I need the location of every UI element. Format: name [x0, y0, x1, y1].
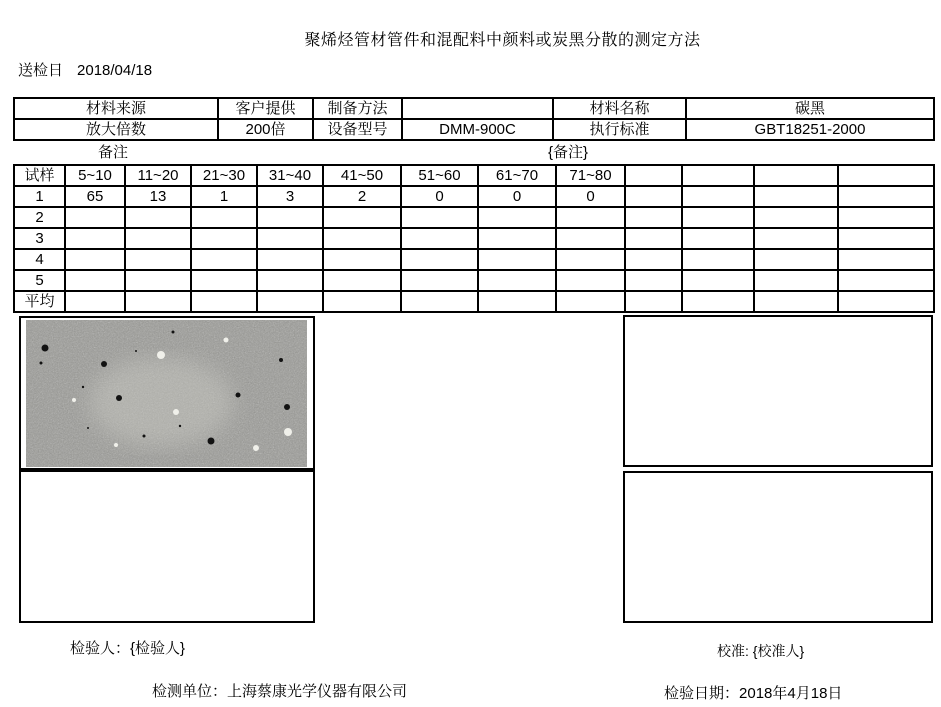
- info-cell-standard-label: 执行标准: [553, 119, 686, 140]
- cell: [478, 291, 556, 312]
- header-cell: 21~30: [191, 165, 257, 186]
- data-header-row: [14, 165, 934, 186]
- cell: [65, 249, 125, 270]
- cell: 0: [478, 186, 556, 207]
- cell: 65: [65, 186, 125, 207]
- cell: [754, 186, 838, 207]
- cell: [682, 291, 754, 312]
- info-cell-standard-value: GBT18251-2000: [686, 119, 934, 140]
- calibrator-signature: [717, 641, 804, 661]
- cell: 13: [125, 186, 191, 207]
- header-cell: 41~50: [323, 165, 401, 186]
- cell: [65, 270, 125, 291]
- header-cell: [682, 165, 754, 186]
- testing-unit-line: [152, 680, 407, 701]
- cell: [682, 270, 754, 291]
- table-row-average: [14, 291, 934, 312]
- cell: [754, 291, 838, 312]
- cell: [682, 207, 754, 228]
- cell: [754, 249, 838, 270]
- cell: [323, 291, 401, 312]
- cell: [556, 291, 625, 312]
- cell: 3: [14, 228, 65, 249]
- inspector-value: {检验人}: [130, 640, 186, 657]
- table-row: [14, 270, 934, 291]
- header-cell: 61~70: [478, 165, 556, 186]
- info-cell-magnification-value: 200倍: [218, 119, 313, 140]
- cell: [323, 249, 401, 270]
- cell: [191, 228, 257, 249]
- cell: [65, 291, 125, 312]
- info-row: [14, 119, 934, 140]
- cell: [401, 270, 478, 291]
- cell: [257, 291, 323, 312]
- header-cell: 试样: [14, 165, 65, 186]
- cell: [754, 228, 838, 249]
- cell: [191, 249, 257, 270]
- info-cell-prep-method-value: [402, 98, 553, 119]
- table-row: [14, 186, 934, 207]
- info-cell-material-name-value: 碳黑: [686, 98, 934, 119]
- cell: [191, 207, 257, 228]
- cell: [401, 291, 478, 312]
- cell: 5: [14, 270, 65, 291]
- remark-label: 备注: [98, 144, 129, 161]
- cell: [401, 228, 478, 249]
- cell: [682, 228, 754, 249]
- cell: 0: [556, 186, 625, 207]
- cell: [191, 291, 257, 312]
- cell: 4: [14, 249, 65, 270]
- info-cell-prep-method-label: 制备方法: [313, 98, 402, 119]
- cell: [125, 249, 191, 270]
- remark-value: {备注}: [548, 144, 589, 161]
- cell: [191, 270, 257, 291]
- header-cell: 11~20: [125, 165, 191, 186]
- cell: [257, 228, 323, 249]
- submission-date-line: [18, 59, 152, 80]
- table-row: [14, 249, 934, 270]
- remark-row: [13, 144, 933, 162]
- cell: [125, 270, 191, 291]
- cell: [838, 186, 934, 207]
- info-cell-material-name-label: 材料名称: [553, 98, 686, 119]
- cell: 平均: [14, 291, 65, 312]
- cell: [125, 291, 191, 312]
- info-table: [13, 97, 935, 141]
- page-title: 聚烯烃管材管件和混配料中颜料或炭黑分散的测定方法: [304, 32, 701, 49]
- inspection-date-label: 检验日期：: [664, 685, 740, 702]
- inspection-date-line: [664, 682, 842, 703]
- header-cell: 51~60: [401, 165, 478, 186]
- testing-unit-label: 检测单位：: [152, 683, 228, 700]
- header-cell: [625, 165, 682, 186]
- cell: [754, 207, 838, 228]
- inspector-signature: [70, 637, 185, 658]
- cell: [478, 228, 556, 249]
- cell: [257, 249, 323, 270]
- info-cell-magnification-label: 放大倍数: [14, 119, 218, 140]
- cell: [65, 207, 125, 228]
- micrograph-image: [26, 320, 307, 467]
- cell: [556, 207, 625, 228]
- inspector-label: 检验人：: [70, 640, 131, 657]
- header-cell: 71~80: [556, 165, 625, 186]
- header-cell: 5~10: [65, 165, 125, 186]
- cell: 2: [323, 186, 401, 207]
- cell: [478, 270, 556, 291]
- cell: [323, 207, 401, 228]
- cell: 3: [257, 186, 323, 207]
- submission-date-value: 2018/04/18: [77, 62, 153, 79]
- cell: [682, 249, 754, 270]
- cell: [682, 186, 754, 207]
- header-cell: 31~40: [257, 165, 323, 186]
- inspection-date-value: 2018年4月18日: [739, 685, 843, 702]
- testing-unit-value: 上海蔡康光学仪器有限公司: [227, 683, 408, 700]
- header-cell: [754, 165, 838, 186]
- cell: [323, 228, 401, 249]
- cell: [556, 228, 625, 249]
- cell: [625, 270, 682, 291]
- empty-box-left-bottom: [19, 470, 315, 623]
- cell: [556, 270, 625, 291]
- cell: 0: [401, 186, 478, 207]
- cell: [838, 249, 934, 270]
- cell: [838, 207, 934, 228]
- cell: [478, 207, 556, 228]
- info-cell-device-model-label: 设备型号: [313, 119, 402, 140]
- info-cell-device-model-value: DMM-900C: [402, 119, 553, 140]
- cell: 2: [14, 207, 65, 228]
- empty-box-right-top: [623, 315, 933, 467]
- table-row: [14, 228, 934, 249]
- cell: [625, 207, 682, 228]
- cell: [838, 291, 934, 312]
- cell: [257, 207, 323, 228]
- calibrator-value: {校准人}: [752, 643, 805, 659]
- cell: [838, 270, 934, 291]
- table-row: [14, 207, 934, 228]
- header-cell: [838, 165, 934, 186]
- cell: [556, 249, 625, 270]
- dispersion-data-table: [13, 164, 935, 313]
- cell: 1: [14, 186, 65, 207]
- cell: [754, 270, 838, 291]
- empty-box-right-bottom: [623, 471, 933, 623]
- cell: [65, 228, 125, 249]
- cell: [401, 207, 478, 228]
- cell: [625, 228, 682, 249]
- cell: [478, 249, 556, 270]
- cell: [323, 270, 401, 291]
- info-cell-material-source-label: 材料来源: [14, 98, 218, 119]
- submission-date-label: 送检日: [18, 62, 64, 79]
- cell: [625, 291, 682, 312]
- cell: [125, 228, 191, 249]
- cell: [838, 228, 934, 249]
- cell: [257, 270, 323, 291]
- cell: [125, 207, 191, 228]
- info-row: [14, 98, 934, 119]
- cell: [625, 186, 682, 207]
- info-cell-material-source-value: 客户提供: [218, 98, 313, 119]
- cell: 1: [191, 186, 257, 207]
- calibrator-label: 校准:: [717, 643, 753, 659]
- cell: [625, 249, 682, 270]
- cell: [401, 249, 478, 270]
